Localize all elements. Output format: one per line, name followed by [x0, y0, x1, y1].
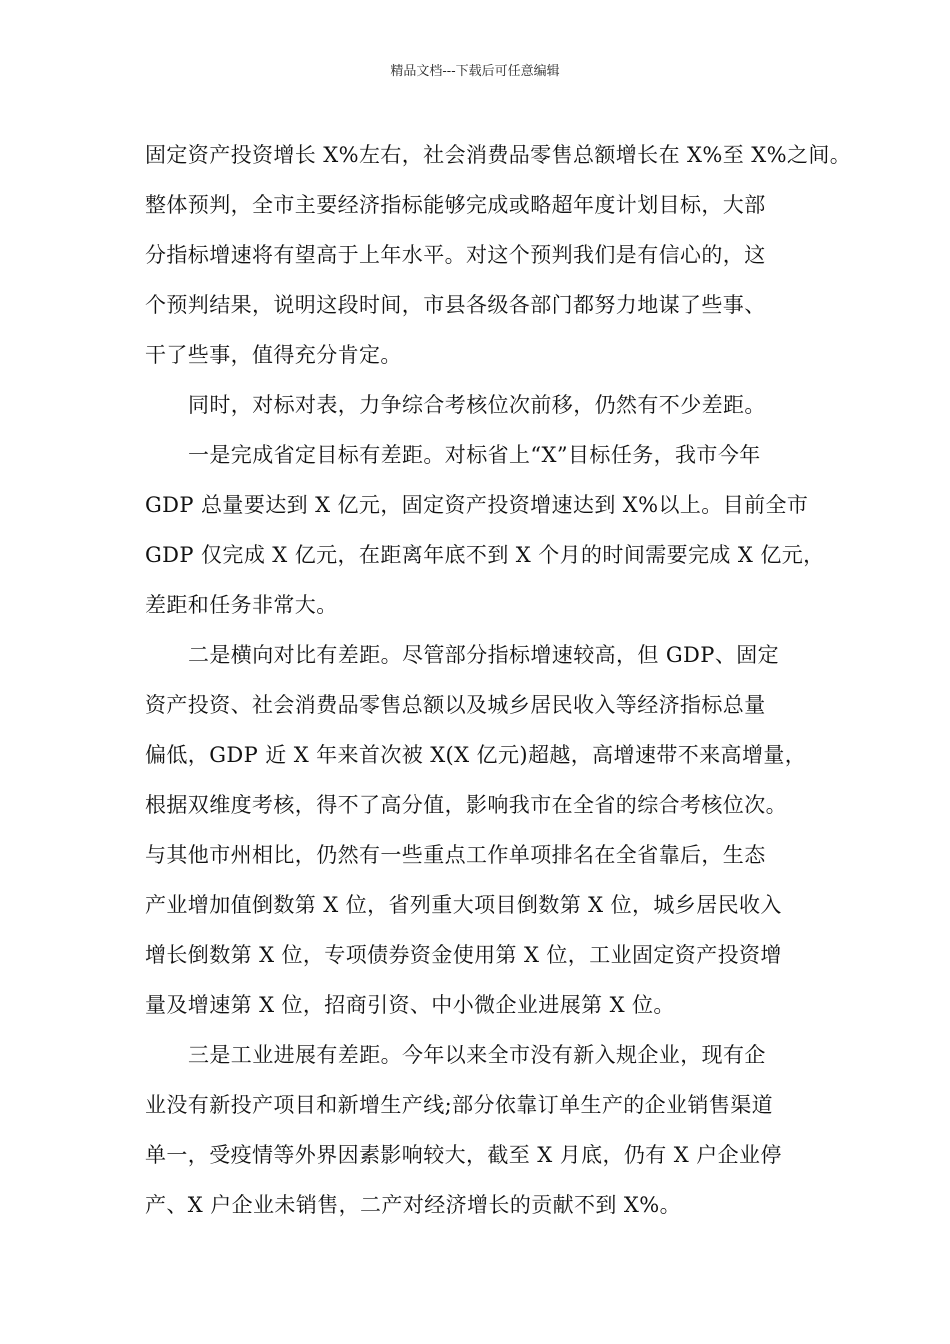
- document-body: [145, 130, 852, 1230]
- text-line: 分指标增速将有望高于上年水平。对这个预判我们是有信心的，这: [145, 243, 766, 267]
- text-line: 增长倒数第 X 位，专项债券资金使用第 X 位，工业固定资产投资增: [145, 943, 782, 967]
- paragraph-first-line: 一是完成省定目标有差距。对标省上“X”目标任务，我市今年: [188, 443, 761, 467]
- paragraph-first-line: 同时，对标对表，力争综合考核位次前移，仍然有不少差距。: [188, 393, 766, 417]
- text-line: 个预判结果，说明这段时间，市县各级各部门都努力地谋了些事、: [145, 293, 766, 317]
- text-line: GDP 总量要达到 X 亿元，固定资产投资增速达到 X%以上。目前全市: [145, 493, 809, 517]
- text-line: 干了些事，值得充分肯定。: [145, 343, 402, 367]
- text-line: 量及增速第 X 位，招商引资、中小微企业进展第 X 位。: [145, 993, 675, 1017]
- text-line: 业没有新投产项目和新增生产线;部分依靠订单生产的企业销售渠道: [145, 1093, 774, 1117]
- text-line: 整体预判，全市主要经济指标能够完成或略超年度计划目标，大部: [145, 193, 766, 217]
- text-line: 产、X 户企业未销售，二产对经济增长的贡献不到 X%。: [145, 1193, 682, 1217]
- text-line: 与其他市州相比，仍然有一些重点工作单项排名在全省靠后，生态: [145, 843, 766, 867]
- text-line: 资产投资、社会消费品零售总额以及城乡居民收入等经济指标总量: [145, 693, 766, 717]
- text-line: 单一，受疫情等外界因素影响较大，截至 X 月底，仍有 X 户企业停: [145, 1143, 782, 1167]
- text-line: GDP 仅完成 X 亿元，在距离年底不到 X 个月的时间需要完成 X 亿元，: [145, 543, 825, 567]
- text-line: 产业增加值倒数第 X 位，省列重大项目倒数第 X 位，城乡居民收入: [145, 893, 782, 917]
- text-line: 固定资产投资增长 X%左右，社会消费品零售总额增长在 X%至 X%之间。: [145, 143, 852, 167]
- text-line: 根据双维度考核，得不了高分值，影响我市在全省的综合考核位次。: [145, 793, 787, 817]
- text-line: 差距和任务非常大。: [145, 593, 338, 617]
- paragraph-first-line: 二是横向对比有差距。尽管部分指标增速较高，但 GDP、固定: [188, 643, 780, 667]
- page-header: 精品文档---下载后可任意编辑: [390, 64, 560, 79]
- text-line: 偏低，GDP 近 X 年来首次被 X(X 亿元)超越，高增速带不来高增量，: [145, 743, 807, 767]
- paragraph-first-line: 三是工业进展有差距。今年以来全市没有新入规企业，现有企: [188, 1043, 766, 1067]
